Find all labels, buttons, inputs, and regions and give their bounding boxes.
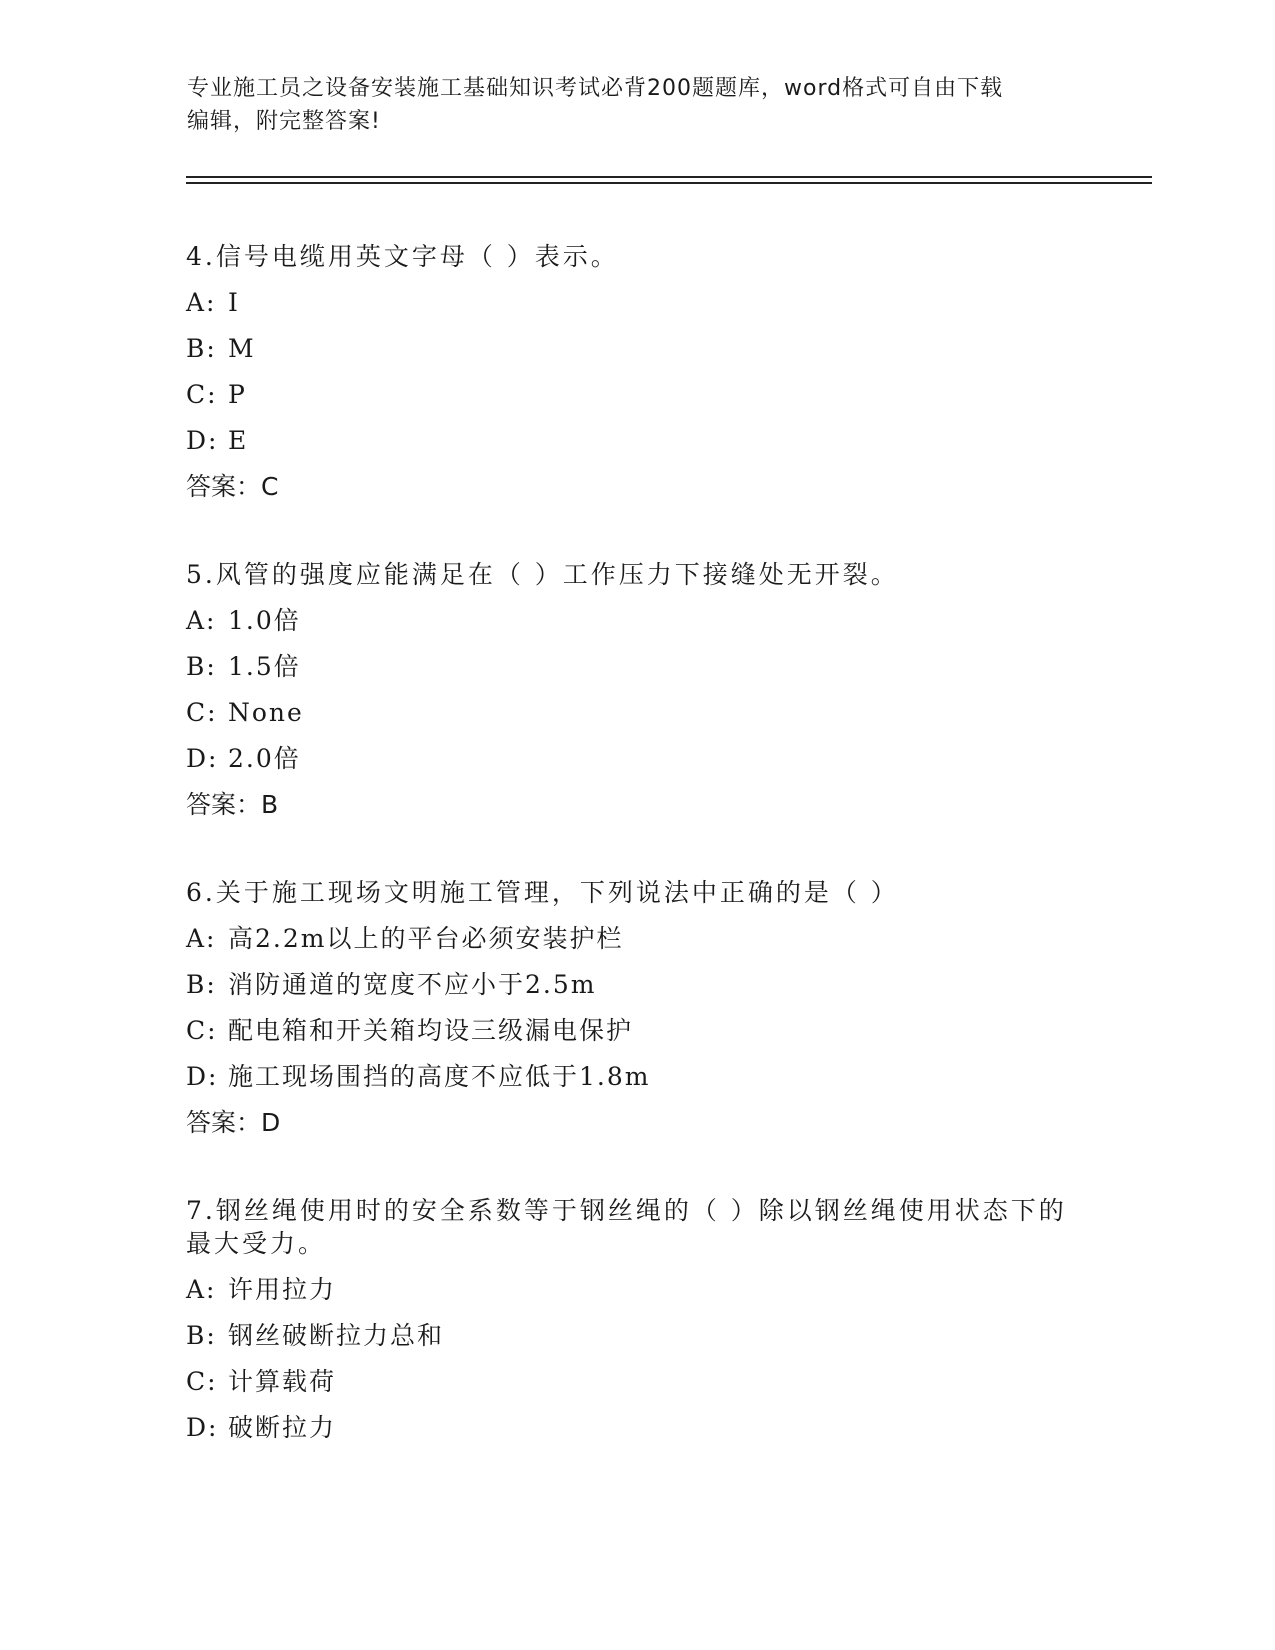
option-text: P	[228, 380, 247, 409]
option-b	[186, 968, 1086, 1001]
option-b	[186, 1319, 1086, 1352]
option-key: D:	[186, 1413, 219, 1442]
option-key: C:	[186, 380, 218, 409]
option-text: 配电箱和开关箱均设三级漏电保护	[228, 1016, 634, 1045]
option-text: None	[228, 698, 304, 727]
option-a	[186, 286, 1086, 319]
option-key: C:	[186, 698, 218, 727]
question-stem: 5.风管的强度应能满足在（ ）工作压力下接缝处无开裂。	[186, 560, 899, 589]
option-key: D:	[186, 744, 219, 773]
header-line-1: 专业施工员之设备安装施工基础知识考试必背200题题库，word格式可自由下载	[187, 76, 1004, 101]
option-c	[186, 1014, 1086, 1047]
answer-line: 答案：B	[186, 790, 279, 819]
option-text: 计算载荷	[228, 1367, 337, 1396]
option-text: M	[228, 334, 256, 363]
option-key: A:	[186, 606, 217, 635]
option-text: 1.5倍	[228, 652, 301, 681]
option-key: A:	[186, 288, 217, 317]
option-text: 消防通道的宽度不应小于2.5m	[228, 970, 597, 999]
question-stem: 6.关于施工现场文明施工管理，下列说法中正确的是（ ）	[186, 878, 899, 907]
option-text: 高2.2m以上的平台必须安装护栏	[228, 924, 624, 953]
question-6	[186, 876, 1086, 1139]
option-key: B:	[186, 652, 217, 681]
option-a	[186, 922, 1086, 955]
option-c	[186, 378, 1086, 411]
option-text: 钢丝破断拉力总和	[228, 1321, 445, 1350]
option-text: 2.0倍	[228, 744, 301, 773]
question-stem: 7.钢丝绳使用时的安全系数等于钢丝绳的（ ）除以钢丝绳使用状态下的最大受力。	[186, 1196, 1067, 1258]
option-key: D:	[186, 426, 219, 455]
option-key: B:	[186, 334, 217, 363]
header-divider-bottom	[186, 182, 1152, 184]
option-text: 施工现场围挡的高度不应低于1.8m	[228, 1062, 651, 1091]
option-b	[186, 650, 1086, 683]
header-line-2: 编辑，附完整答案!	[187, 109, 381, 134]
question-stem: 4.信号电缆用英文字母（ ）表示。	[186, 242, 619, 271]
option-c	[186, 696, 1086, 729]
option-a	[186, 1273, 1086, 1306]
option-key: B:	[186, 970, 217, 999]
option-text: 许用拉力	[228, 1275, 337, 1304]
document-header	[187, 72, 1087, 138]
option-b	[186, 332, 1086, 365]
option-text: E	[228, 426, 249, 455]
option-d	[186, 424, 1086, 457]
option-key: A:	[186, 1275, 217, 1304]
option-key: C:	[186, 1016, 218, 1045]
option-key: B:	[186, 1321, 217, 1350]
option-key: A:	[186, 924, 217, 953]
option-key: C:	[186, 1367, 218, 1396]
option-a	[186, 604, 1086, 637]
question-5	[186, 558, 1086, 821]
option-key: D:	[186, 1062, 219, 1091]
option-d	[186, 742, 1086, 775]
option-d	[186, 1060, 1086, 1093]
answer-line: 答案：C	[186, 472, 279, 501]
answer-line: 答案：D	[186, 1108, 281, 1137]
question-7	[186, 1194, 1086, 1457]
option-c	[186, 1365, 1086, 1398]
option-d	[186, 1411, 1086, 1444]
option-text: 破断拉力	[228, 1413, 337, 1442]
option-text: 1.0倍	[228, 606, 301, 635]
header-divider-top	[186, 176, 1152, 178]
option-text: I	[228, 288, 240, 317]
question-4	[186, 240, 1086, 503]
